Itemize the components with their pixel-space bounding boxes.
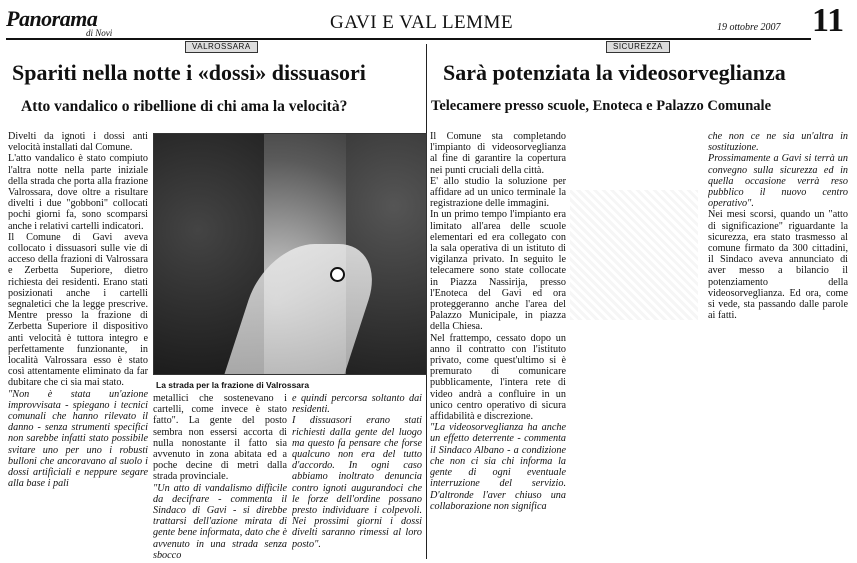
paragraph: Divelti da ignoti i dossi anti velocità installati dal Comune. bbox=[8, 131, 148, 154]
right-article-column-2 bbox=[708, 131, 848, 561]
paragraph: E' allo studio la soluzione per affidare ad un unico terminale la registrazione delle immagini. bbox=[430, 175, 566, 210]
quote-paragraph: Prossimamente a Gavi si terrà un convegno sulla sicurezza ed in quella occasione verrà reso pubblico il nuovo centro operativo". bbox=[708, 153, 848, 210]
photo-caption: La strada per la frazione di Valrossara bbox=[156, 380, 310, 390]
issue-date: 19 ottobre 2007 bbox=[717, 22, 781, 33]
left-article-subhead: Atto vandalico o ribellione di chi ama la velocità? bbox=[21, 98, 348, 115]
road-sign-icon bbox=[330, 267, 345, 282]
page-number: 11 bbox=[812, 2, 845, 39]
quote-paragraph: che non ce ne sia un'altra in sostituzione. bbox=[708, 131, 848, 154]
quote-paragraph: "La videosorveglianza ha anche un effetto deterrente - commenta il Sindaco Albano - a condizione che non ci sia chi informa la gente di ogni eventuale interruzione del servizio. D'altronde l'aver chiuso una collaborazione non significa bbox=[430, 422, 566, 512]
paragraph: In un primo tempo l'impianto era limitato all'area delle scuole elementari ed era collegato con la sala operativa di un istituto di vigilanza privato. In seguito le telecamere sono state collocate in Piazza Nassirija, presso l'Enoteca del Gavi ed ora proteggeranno anche l'area del Palazzo Municipale, in piazza della Chiesa. bbox=[430, 209, 566, 333]
left-article-headline: Spariti nella notte i «dossi» dissuasori bbox=[12, 60, 366, 85]
left-article-column-3 bbox=[292, 393, 422, 561]
quote-paragraph: "Un atto di vandalismo difficile da decifrare - commenta il Sindaco di Gavi - si direbbe trattarsi dell'azione mirata di gente bene informata, dato che è avvenuto in una strada senza sbocco bbox=[153, 482, 287, 561]
left-article-column-1 bbox=[8, 131, 148, 561]
left-article-tag: VALROSSARA bbox=[185, 41, 258, 53]
newspaper-logo-subtitle: di Novi bbox=[86, 28, 113, 38]
road-photo bbox=[153, 133, 427, 375]
quote-paragraph: I dissuasori erano stati richiesti dalla gente del luogo ma questo fa pensare che forse qualcuno non era del tutto d'accordo. In ogni caso abbiamo inoltrato denuncia contro ignoti augurandoci che le forze dell'ordine possano presto individuare i colpevoli. Nei prossimi giorni i dossi divelti saranno rimessi al loro posto". bbox=[292, 415, 422, 550]
right-article-column-1 bbox=[430, 131, 566, 561]
newspaper-logo: Panorama bbox=[6, 6, 98, 31]
right-article-tag: SICUREZZA bbox=[606, 41, 670, 53]
left-article-column-2 bbox=[153, 393, 287, 561]
paragraph: Nei mesi scorsi, quando un "atto di significazione" riguardante la sicurezza, era stato trasmesso al comune firmato da 300 cittadini, il Sindaco aveva annunciato di aver messo a bilancio il potenziamento della videosorveglianza. Ed ora, come si vede, sta passando dalle parole ai fatti. bbox=[708, 209, 848, 322]
paragraph: L'atto vandalico è stato compiuto l'altra notte nella parte iniziale della strada che porta alla frazione Valrossara, dove oltre a risultare divelti i due "gobboni" collocati pochi giorni fa, sono scomparsi anche i relativi cartelli indicatori. bbox=[8, 153, 148, 232]
paragraph: metallici che sostenevano i cartelli, come invece è stato fatto". La gente del posto sembra non essersi accorta di nulla nonostante il fatto sia avvenuto in zona abitata ed a poche decine di metri dalla strada provinciale. bbox=[153, 393, 287, 483]
paragraph: Il Comune di Gavi aveva collocato i dissuasori sulle vie di acceso della frazioni di Valrossara e Zerbetta Superiore, dietro richiesta dei residenti. Erano stati posizionati anche i cartelli segnaletici che la legge prescrive. Mentre presso la frazione di Zerbetta Superiore il dispositivo anti velocità è tuttora integro e perfettamente funzionante, in località Valrossara esso è stato così attentamente eliminato da far dubitare che ci sia mai stato. bbox=[8, 231, 148, 389]
quote-paragraph: "Non è stata un'azione improvvisata - spiegano i tecnici comunali che hanno rilevato il danno - senza strumenti specifici non sarebbe infatti stato possibile svitare uno per uno i robusti bulloni che ancoravano al suolo i dossi artificiali e neppure segare alla base i pali bbox=[8, 388, 148, 490]
paragraph: e quindi percorsa soltanto dai residenti. bbox=[292, 393, 422, 416]
right-article-headline: Sarà potenziata la videosorveglianza bbox=[443, 60, 786, 85]
masthead-rule bbox=[6, 38, 811, 40]
faded-photo bbox=[570, 190, 698, 320]
section-title: GAVI E VAL LEMME bbox=[330, 12, 514, 33]
paragraph: Nel frattempo, cessato dopo un anno il contratto con l'istituto privato, come quest'ultimo si è premurato di comunicare pubblicamente, l'intera rete di video andrà a confluire in un unico centro operativo di sicura affidabilità e discrezione. bbox=[430, 332, 566, 423]
paragraph: Il Comune sta completando l'impianto di videosorveglianza al fine di garantire la copertura nei punti cruciali della città. bbox=[430, 131, 566, 176]
right-article-subhead: Telecamere presso scuole, Enoteca e Palazzo Comunale bbox=[431, 98, 772, 114]
